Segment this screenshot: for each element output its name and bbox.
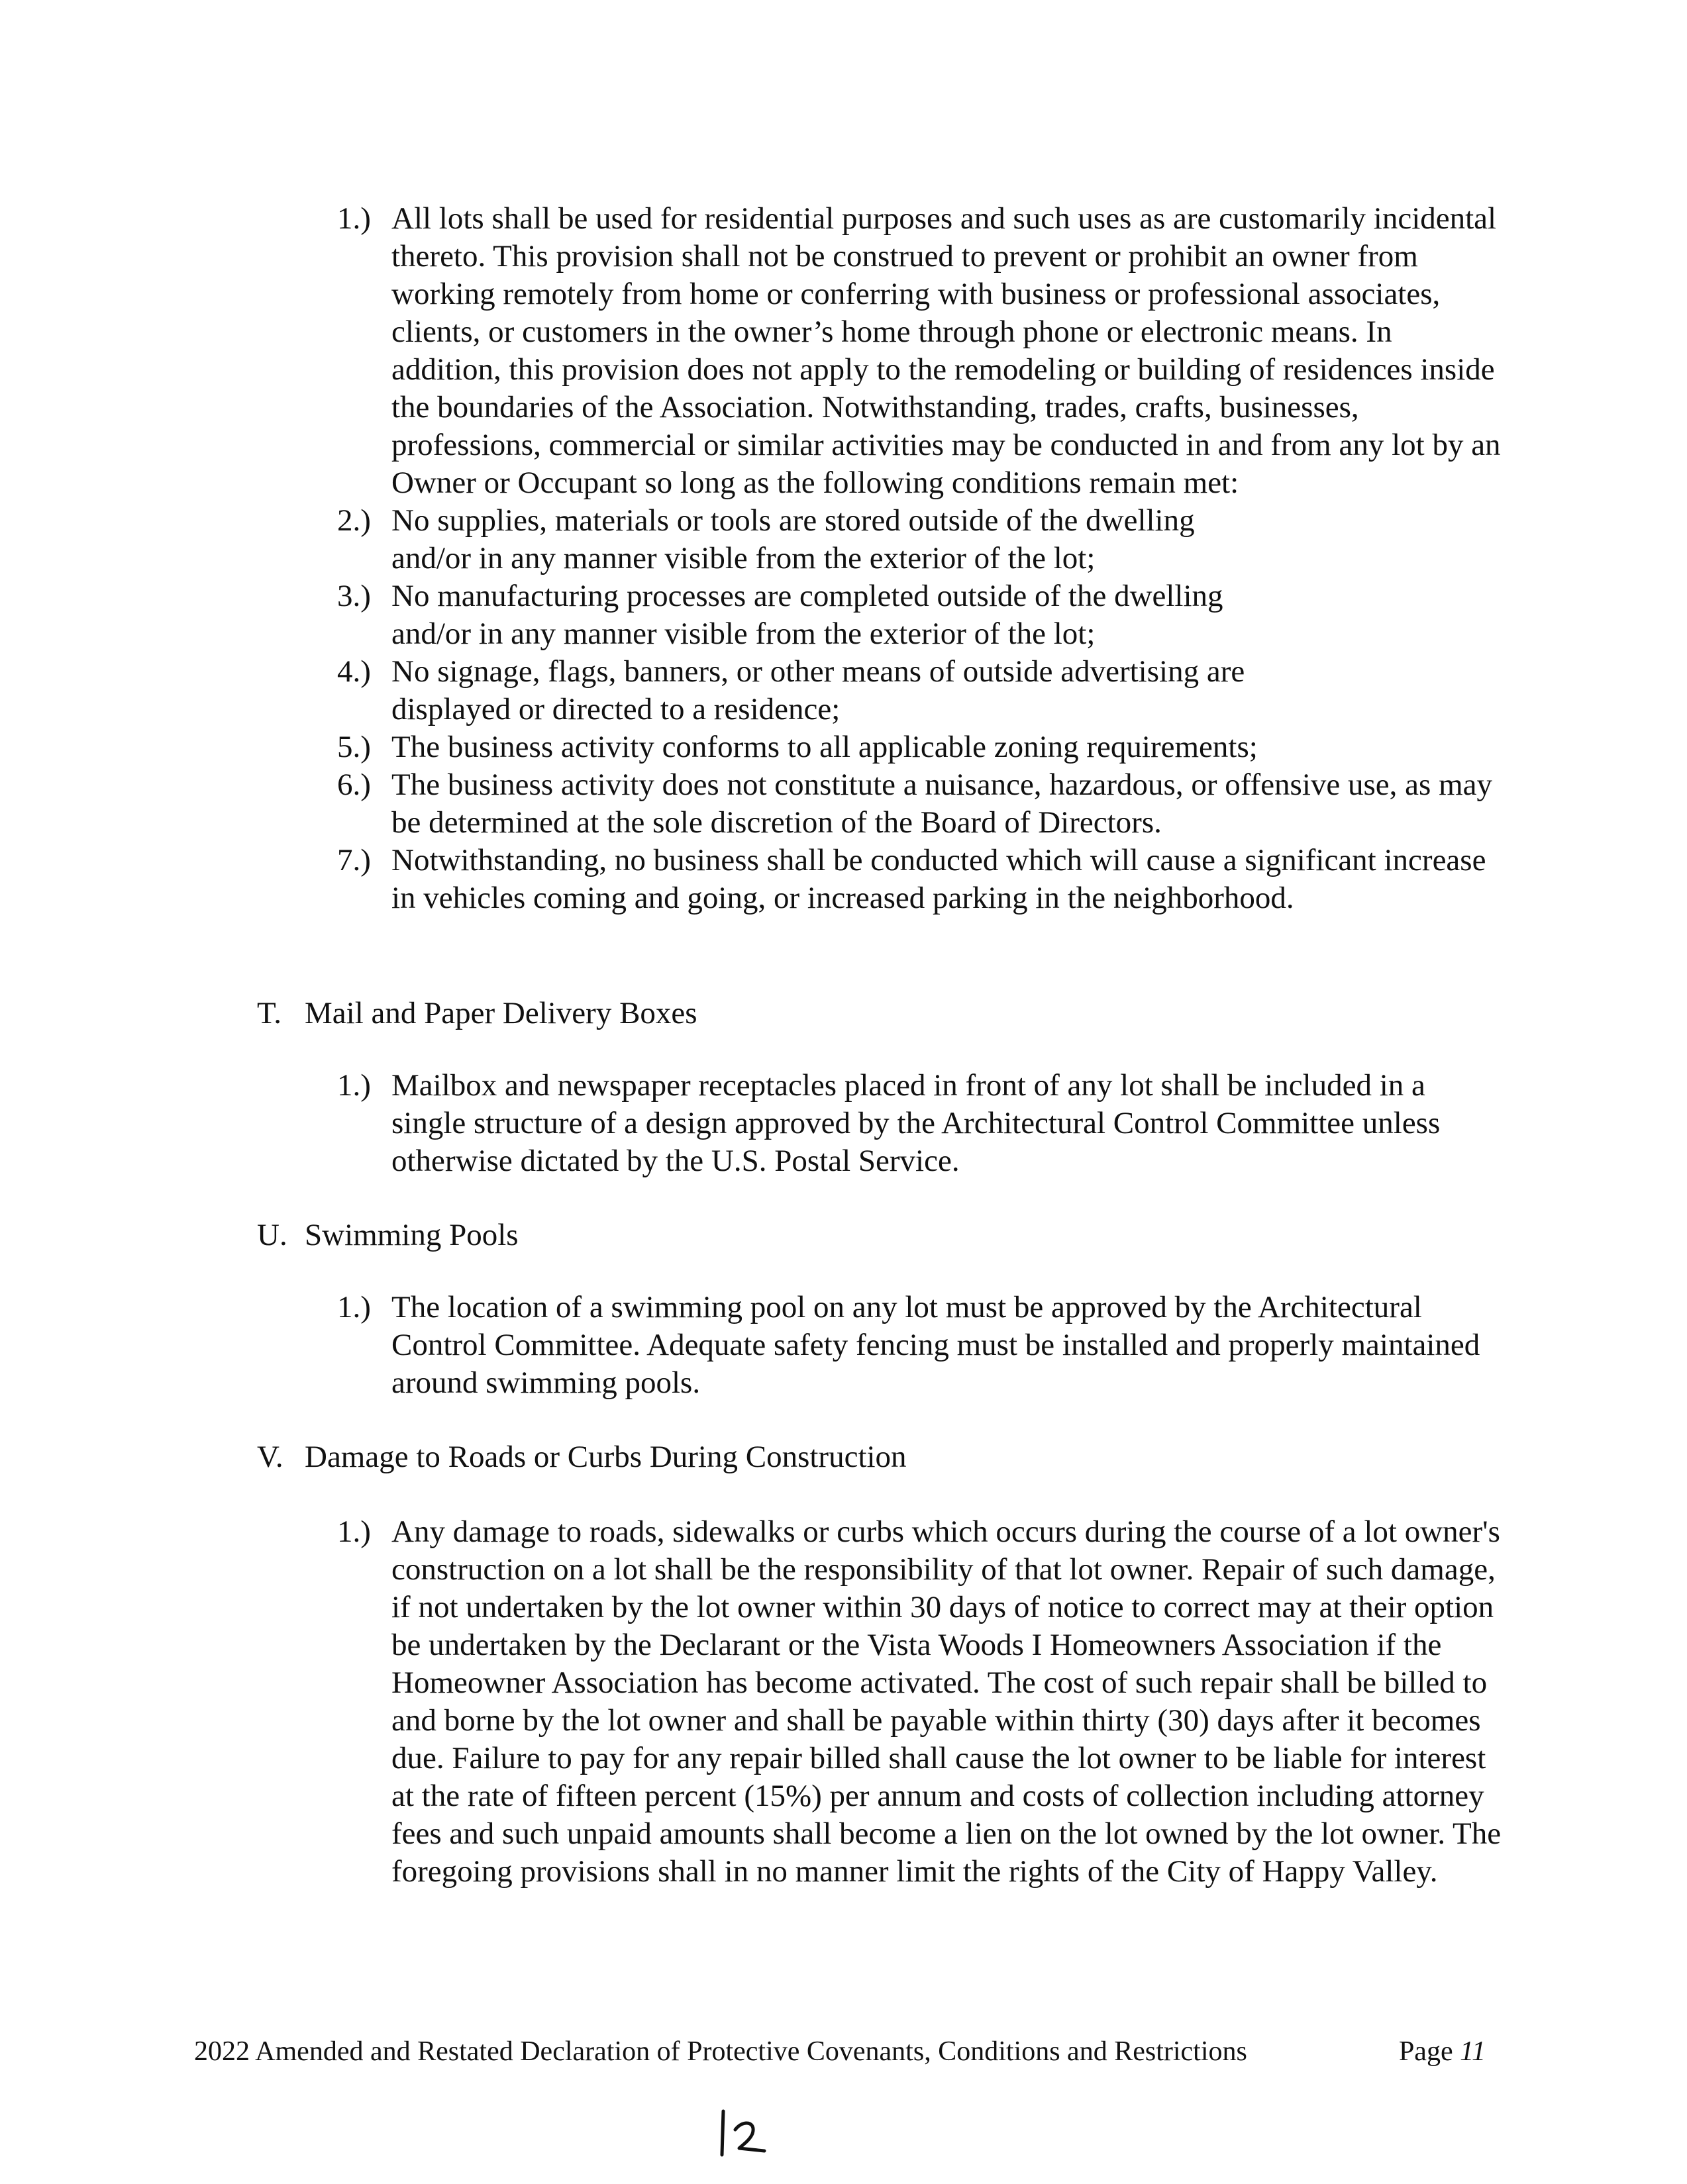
item-number: 5.) (337, 730, 371, 764)
item-number: 3.) (337, 579, 371, 613)
section-u-heading (257, 1216, 519, 1254)
handwritten-page-number (709, 2099, 782, 2172)
footer-page-number (1399, 2034, 1486, 2069)
item-text: Any damage to roads, sidewalks or curbs which occurs during the course of a lot owner's construction on a lot shall be the responsibility of that lot owner. Repair of such damage, if not undertaken by the lot owner within 30 days of notice to correct may at their option be undertaken by the Declarant or the Vista Woods I Homeowners Association if the Homeowner Association has become activated. The cost of such repair shall be billed to and borne by the lot owner and shall be payable within thirty (30) days after it becomes due. Failure to pay for any repair billed shall cause the lot owner to be liable for interest at the rate of fifteen percent (15%) per annum and costs of collection including attorney fees and such unpaid amounts shall become a lien on the lot owned by the lot owner. The foregoing provisions shall in no manner limit the rights of the City of Happy Valley. (391, 1514, 1502, 1889)
footer-title: 2022 Amended and Restated Declaration of Protective Covenants, Conditions and Restrictions (194, 2036, 1247, 2067)
list-item (337, 653, 1503, 728)
item-text: Notwithstanding, no business shall be conducted which will cause a significant increase in vehicles coming and going, or increased parking in the neighborhood. (391, 843, 1486, 915)
item-text: Mailbox and newspaper receptacles placed in front of any lot shall be included in a single structure of a design approved by the Architectural Control Committee unless otherwise dictated by the U.S. Postal Service. (391, 1068, 1441, 1178)
section-letter: V. (257, 1440, 283, 1474)
item-text: No manufacturing processes are completed outside of the dwelling and/or in any manner visible from the exterior of the lot; (391, 579, 1223, 651)
item-text: No signage, flags, banners, or other means of outside advertising are displayed or directed to a residence; (391, 654, 1245, 726)
item-text: No supplies, materials or tools are stored outside of the dwelling and/or in any manner visible from the exterior of the lot; (391, 503, 1195, 575)
section-v-list (337, 1513, 1503, 1891)
item-number: 1.) (337, 1290, 371, 1324)
section-letter: T. (257, 996, 281, 1030)
handwritten-stroke-two (735, 2123, 764, 2151)
section-title: Mail and Paper Delivery Boxes (305, 996, 697, 1030)
section-s-list (337, 200, 1503, 917)
item-number: 6.) (337, 768, 371, 802)
list-item (337, 200, 1503, 502)
item-number: 7.) (337, 843, 371, 877)
section-title: Damage to Roads or Curbs During Construction (305, 1440, 907, 1474)
page-label: Page (1398, 2036, 1453, 2067)
item-number: 1.) (337, 1514, 371, 1549)
list-item (337, 1289, 1503, 1402)
section-u-list (337, 1289, 1503, 1402)
list-item (337, 766, 1503, 842)
list-item (337, 728, 1503, 766)
section-letter: U. (257, 1218, 287, 1252)
page-number: 11 (1460, 2036, 1486, 2067)
item-number: 1.) (337, 201, 371, 236)
handwritten-stroke-one (722, 2111, 723, 2155)
list-item (337, 502, 1503, 577)
section-v-heading (257, 1438, 907, 1476)
item-number: 4.) (337, 654, 371, 689)
list-item (337, 577, 1503, 653)
section-t-heading (257, 995, 697, 1032)
item-text: The business activity does not constitute a nuisance, hazardous, or offensive use, as may be determined at the sole discretion of the Board of Directors. (391, 768, 1492, 840)
item-text: The business activity conforms to all applicable zoning requirements; (391, 730, 1258, 764)
section-title: Swimming Pools (305, 1218, 519, 1252)
section-t-list (337, 1067, 1503, 1180)
list-item (337, 1067, 1503, 1180)
list-item (337, 1513, 1503, 1891)
list-item (337, 842, 1503, 917)
item-text: The location of a swimming pool on any lot must be approved by the Architectural Control Committee. Adequate safety fencing must be installed and properly maintained around swimming pools. (391, 1290, 1480, 1400)
item-text: All lots shall be used for residential purposes and such uses as are customarily incidental thereto. This provision shall not be construed to prevent or prohibit an owner from working remotely from home or conferring with business or professional associates, clients, or customers in the owner’s home through phone or electronic means. In addition, this provision does not apply to the remodeling or building of residences inside the boundaries of the Association. Notwithstanding, trades, crafts, businesses, professions, commercial or similar activities may be conducted in and from any lot by an Owner or Occupant so long as the following conditions remain met: (391, 201, 1501, 500)
item-number: 2.) (337, 503, 371, 538)
item-number: 1.) (337, 1068, 371, 1103)
